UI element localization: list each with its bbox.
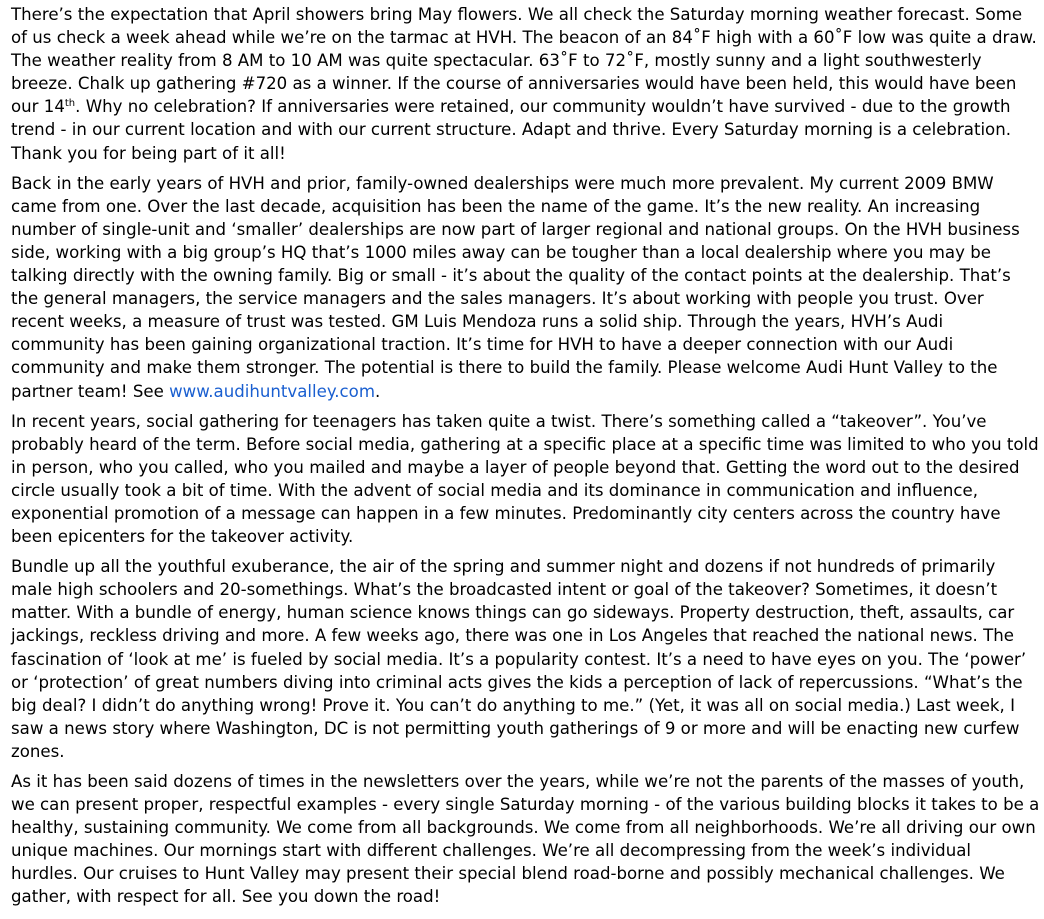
paragraph-takeover-details: Bundle up all the youthful exuberance, the air of the spring and summer night and dozens if not hundreds of primarily male high schoolers and 20-somethings. What’s the broadcasted intent or goal of the takeover? Sometimes, it doesn’t matter. With a bundle of energy, human science knows things can go sideways. Property destruction, theft, assaults, car jackings, reckless driving and more. A few weeks ago, there was one in Los Angeles that reached the national news. The fascination of ‘look at me’ is fueled by social media. It’s a popularity contest. It’s a need to have eyes on you. The ‘power’ or ‘protection’ of great numbers diving into criminal acts gives the kids a perception of lack of repercussions. “What’s the big deal? I didn’t do anything wrong! Prove it. You can’t do anything to me.” (Yet, it was all on social media.) Last week, I saw a news story where Washington, DC is not permitting youth gatherings of 9 or more and will be enacting new curfew zones. [11, 557, 1027, 761]
paragraph-community-closing: As it has been said dozens of times in the newsletters over the years, while we’re not the parents of the masses of youth, we can present proper, respectful examples - every single Saturday morning - of the various building blocks it takes to be a healthy, sustaining community. We come from all backgrounds. We come from all neighborhoods. We’re all driving our own unique machines. Our mornings start with different challenges. We’re all decompressing from the week’s individual hurdles. Our cruises to Hunt Valley may present their special blend road-borne and possibly mechanical challenges. We gather, with respect for all. See you down the road! [11, 772, 1040, 907]
paragraph-weather [11, 3, 1041, 165]
newsletter-body [11, 3, 1041, 916]
paragraph-weather-text: There’s the expectation that April showers bring May flowers. We all check the Saturday morning weather forecast. Some of us check a week ahead while we’re on the tarmac at HVH. The beacon of an 84˚F high with a 60˚F low was quite a draw. The weather reality from 8 AM to 10 AM was quite spectacular. 63˚F to 72˚F, mostly sunny and a light southwesterly breeze. Chalk up gathering #720 as a winner. If the course of anniversaries would have been held, this would have been our 14 [11, 5, 1037, 117]
paragraph-takeover-intro: In recent years, social gathering for teenagers has taken quite a twist. There’s something called a “takeover”. You’ve probably heard of the term. Before social media, gathering at a specific place at a specific time was limited to who you told in person, who you called, who you mailed and maybe a layer of people beyond that. Getting the word out to the desired circle usually took a bit of time. With the advent of social media and its dominance in communication and influence, exponential promotion of a message can happen in a few minutes. Predominantly city centers across the country have been epicenters for the takeover activity. [11, 411, 1039, 547]
paragraph-dealership-text: Back in the early years of HVH and prior, family-owned dealerships were much more prevalent. My current 2009 BMW came from one. Over the last decade, acquisition has been the name of the game. It’s the new reality. An increasing number of single-unit and ‘smaller’ dealerships are now part of larger regional and national groups. On the HVH business side, working with a big group’s HQ that’s 1000 miles away can be tougher than a local dealership where you may be talking directly with the owning family. Big or small - it’s about the quality of the contact points at the dealership. That’s the general managers, the service managers and the sales managers. It’s about working with people you trust. Over recent weeks, a measure of trust was tested. GM Luis Mendoza runs a solid ship. Through the years, HVH’s Audi community has been gaining organizational traction. It’s time for HVH to have a deeper connection with our Audi community and make them stronger. The potential is there to build the family. Please welcome Audi Hunt Valley to the partner team! See [11, 173, 1020, 401]
ordinal-suffix: th [64, 98, 76, 110]
audi-hunt-valley-link[interactable]: www.audihuntvalley.com [169, 381, 376, 401]
paragraph-dealership [11, 172, 1041, 403]
paragraph-weather-text-end: . Why no celebration? If anniversaries were retained, our community wouldn’t have survived - due to the growth trend - in our current location and with our current structure. Adapt and thrive. Every Saturday morning is a celebration. Thank you for being part of it all! [11, 97, 1011, 163]
paragraph-dealership-end: . [375, 381, 381, 401]
